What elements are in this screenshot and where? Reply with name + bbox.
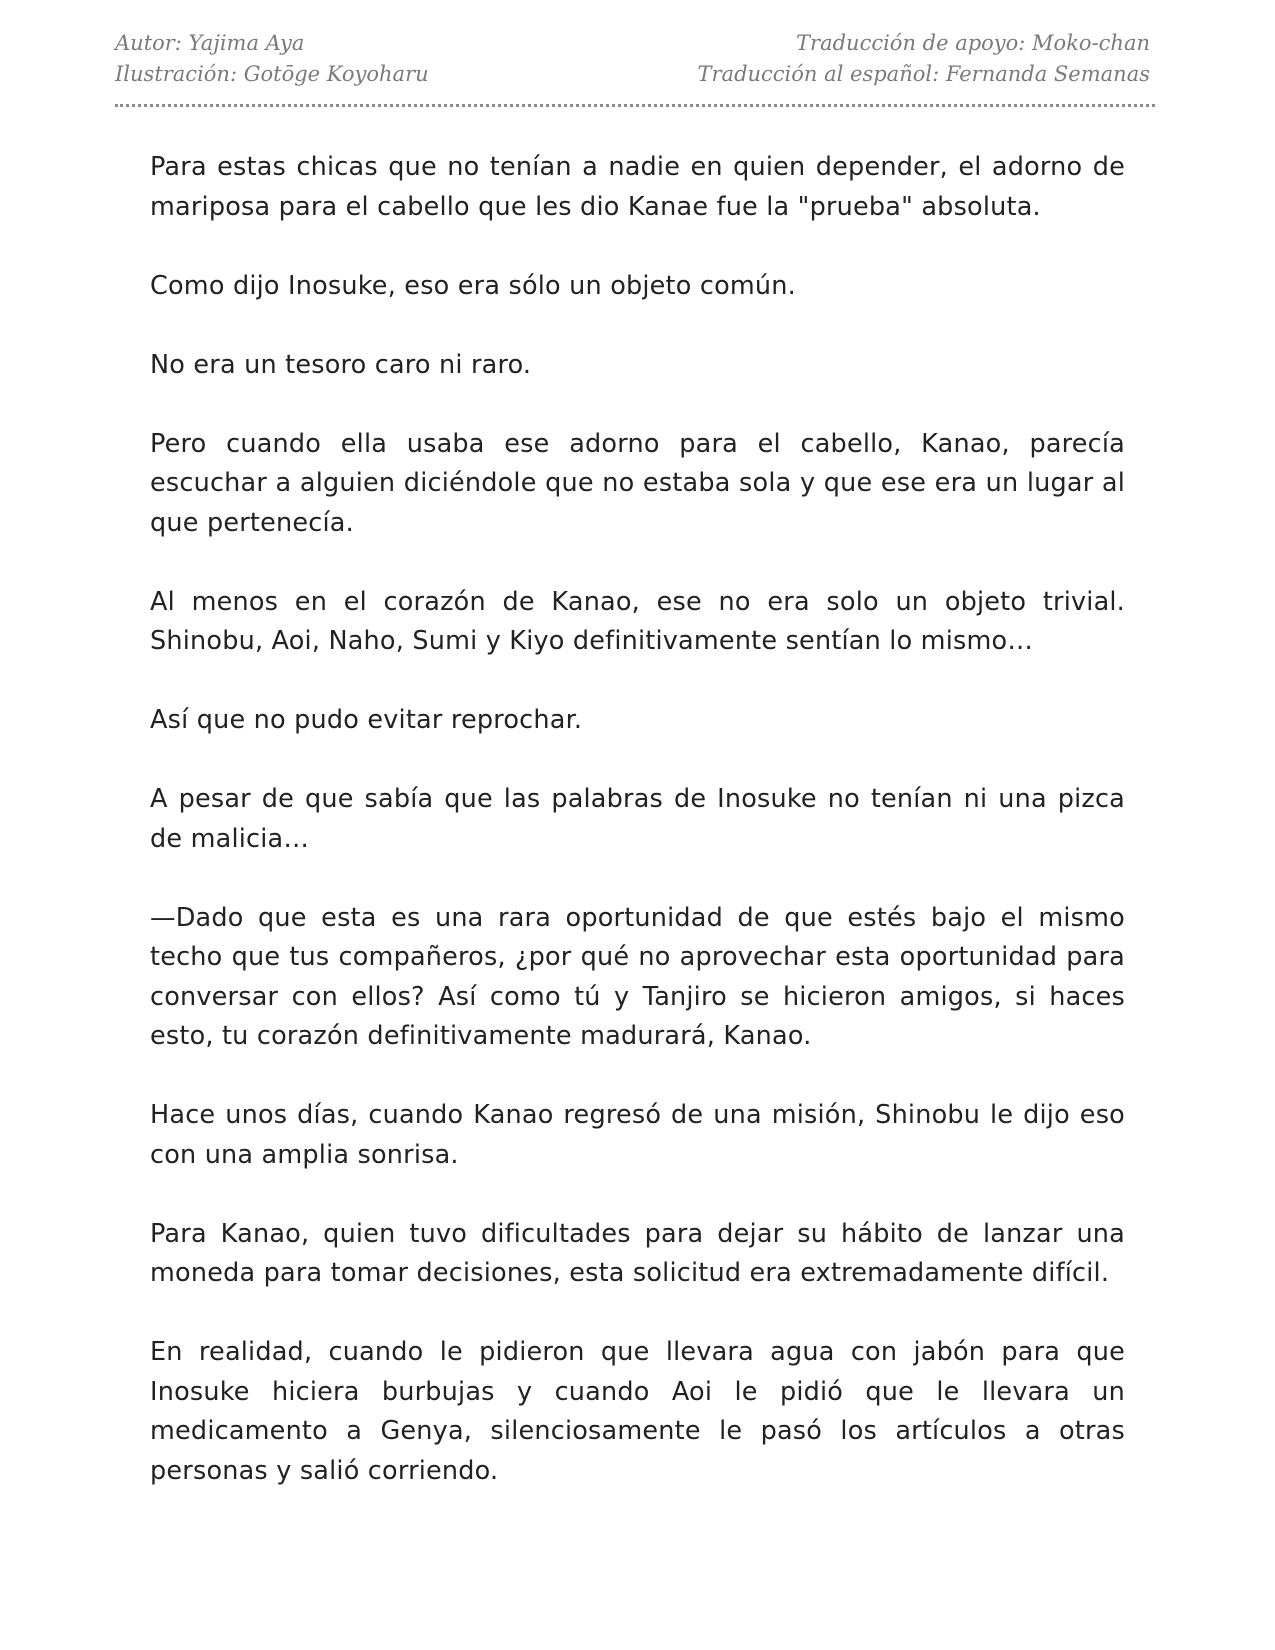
illustration-credit: Ilustración: Gotōge Koyoharu bbox=[115, 62, 429, 86]
paragraph: No era un tesoro caro ni raro. bbox=[150, 349, 532, 380]
paragraph: Pero cuando ella usaba ese adorno para el cabello, Kanao, parecía escuchar a alguien diciéndole que no estaba sola y que ese era un lugar al que pertenecía. bbox=[150, 428, 1125, 538]
paragraph: Para Kanao, quien tuvo dificultades para dejar su hábito de lanzar una moneda para tomar decisiones, esta solicitud era extremadamente difícil. bbox=[150, 1218, 1125, 1288]
author-credit: Autor: Yajima Aya bbox=[115, 31, 305, 55]
header-row-2 bbox=[115, 59, 1150, 90]
page-header bbox=[115, 28, 1150, 90]
paragraph: Como dijo Inosuke, eso era sólo un objeto común. bbox=[150, 270, 796, 301]
spanish-translation-credit: Traducción al español: Fernanda Semanas bbox=[697, 62, 1150, 86]
paragraph: Hace unos días, cuando Kanao regresó de una misión, Shinobu le dijo eso con una amplia sonrisa. bbox=[150, 1100, 1125, 1170]
paragraph: A pesar de que sabía que las palabras de Inosuke no tenían ni una pizca de malicia… bbox=[150, 784, 1125, 854]
paragraph: Para estas chicas que no tenían a nadie en quien depender, el adorno de mariposa para el cabello que les dio Kanae fue la "prueba" absoluta. bbox=[150, 152, 1125, 222]
support-translation-credit: Traducción de apoyo: Moko-chan bbox=[796, 31, 1150, 55]
paragraph: Así que no pudo evitar reprochar. bbox=[150, 705, 583, 735]
header-row-1 bbox=[115, 28, 1150, 59]
paragraph: Al menos en el corazón de Kanao, ese no era solo un objeto trivial. Shinobu, Aoi, Naho, Sumi y Kiyo definitivamente sentían lo mismo… bbox=[150, 586, 1125, 656]
paragraph: —Dado que esta es una rara oportunidad de que estés bajo el mismo techo que tus compañeros, ¿por qué no aprovechar esta oportunidad para conversar con ellos? Así como tú y Tanjiro se hicieron amigos, si haces esto, tu corazón definitivamente madurará, Kanao. bbox=[150, 902, 1125, 1051]
header-divider bbox=[115, 104, 1155, 107]
body-text bbox=[150, 148, 1125, 1531]
paragraph: En realidad, cuando le pidieron que llevara agua con jabón para que Inosuke hiciera burbujas y cuando Aoi le pidió que le llevara un medicamento a Genya, silenciosamente le pasó los artículos a otras personas y salió corriendo. bbox=[150, 1337, 1125, 1486]
